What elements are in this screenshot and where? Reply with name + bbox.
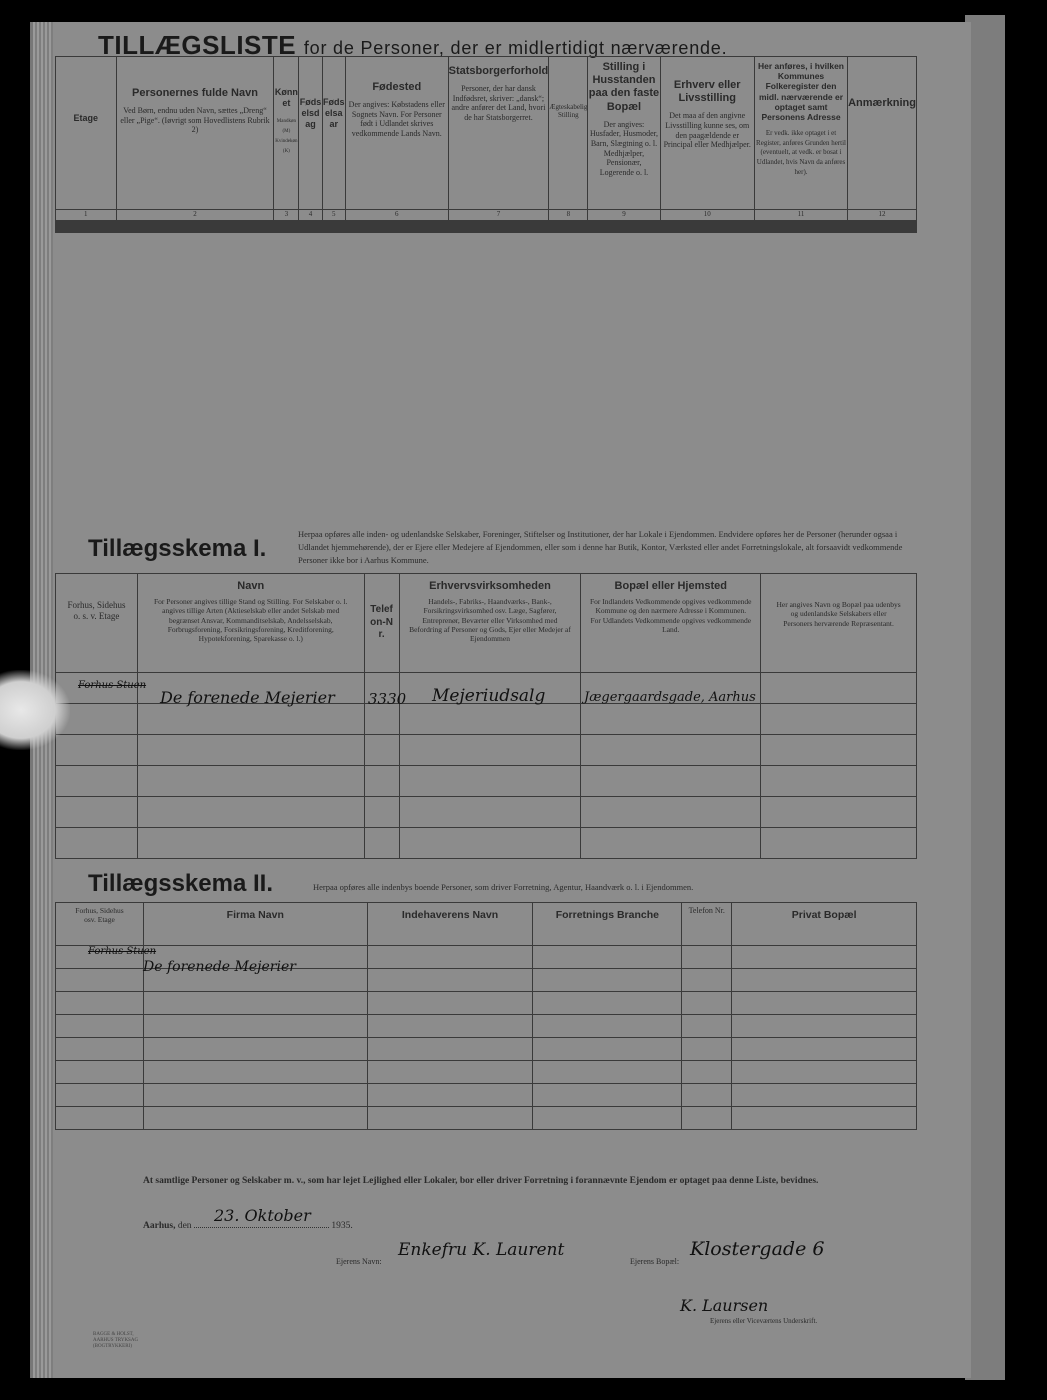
skema1-description: Herpaa opføres alle inden- og udenlandske Selskaber, Foreninger, Stiftelser og Institutioner, der har Lokale i Ejendommen. Endvidere opføres her de Personer (herunder ogsaa i Udlandet hjemmehørende), der er Ejere eller Medejere af Ejendommen, eller som i denne har Butik, Kontor, Værksted eller andet Forretningslokale, alt forsaavidt vedkommende Personer ikke bor i Aarhus Kommune. [298,529,903,565]
s2-etage-hand: Forhus Stuen [88,946,157,957]
table-cell [367,946,533,969]
table-cell [137,766,364,797]
col-foedselsaar: Fødselsaar [322,57,345,210]
table-cell [137,797,364,828]
attestation-statement: At samtlige Personer og Selskaber m. v., som har lejet Lejlighed eller Lokaler, bor eller driver Forretning i forannævnte Ejendom er optaget paa denne Liste, bevidnes. [143,1176,819,1186]
table-cell [732,969,917,992]
table-cell [56,1015,144,1038]
table-cell [581,735,761,766]
table-cell [367,1107,533,1130]
s1-bopael-hand: Jægergaardsgade, Aarhus [584,690,756,705]
skema2-header-row [56,903,917,946]
table-cell [137,735,364,766]
col-folkeregister: Her anføres, i hvilken Kommunes Folkeregister den midl. nærværende er optaget samt Personens Adresse Er vedk. ikke optaget i et Register, anføres Grunden hertil (eventuelt, at vedk. er bosat i Udlandet, hvis Navn da anføres her). [754,57,847,210]
table-cell [732,1107,917,1130]
table-cell [399,735,581,766]
date-line: Aarhus, den 1935. [143,1221,353,1231]
table-cell [364,797,399,828]
table-cell [533,992,682,1015]
skema2-row [56,992,917,1015]
column-number-row [56,210,917,221]
table-cell [364,766,399,797]
table-cell [56,1061,144,1084]
table-cell [682,969,732,992]
owner-label: Ejerens Navn: [336,1257,382,1266]
title-rest: for de Personer, der er midlertidigt nærværende. [303,38,728,58]
table-cell [533,1038,682,1061]
table-cell [56,232,117,233]
table-cell [533,1084,682,1107]
signature-label: Ejerens eller Viceværtens Underskrift. [710,1317,818,1325]
skema1-row [56,828,917,859]
col-num: 10 [660,210,754,221]
table-cell [364,735,399,766]
skema1-header-row [56,574,917,673]
s1-navn-hand: De forenede Mejerier [160,688,335,707]
table-cell [732,1038,917,1061]
table-cell [682,1038,732,1061]
list-body [56,221,917,233]
table-cell [682,946,732,969]
table-cell [143,1061,367,1084]
table-cell [367,969,533,992]
table-cell [399,766,581,797]
skema2-row [56,1061,917,1084]
table-cell [143,1015,367,1038]
table-cell [143,1107,367,1130]
table-cell [581,766,761,797]
table-cell [56,992,144,1015]
table-cell [682,992,732,1015]
table-cell [732,992,917,1015]
skema1-row [56,797,917,828]
printer-mark: BAGGE & HOLST, AARHUS TRYKSAG (BOGTRYKKERI) [93,1332,139,1349]
table-cell [732,1084,917,1107]
table-cell [367,1061,533,1084]
col-aegteskab: Ægteskabelig Stilling [549,57,588,210]
table-cell [682,1015,732,1038]
table-cell [367,1038,533,1061]
table-cell [274,232,299,233]
list-row [56,232,917,233]
col-koen: Kønnet Mandkøn (M) Kvindekøn (K) [274,57,299,210]
table-cell [682,1107,732,1130]
date-hand: 23. Oktober [214,1206,311,1225]
table-cell [761,797,917,828]
table-cell [56,797,138,828]
table-cell [533,1107,682,1130]
table-cell [56,766,138,797]
skema2-row [56,1084,917,1107]
table-cell [56,1038,144,1061]
s1-erhverv-hand: Mejeriudsalg [432,686,546,706]
table-cell [116,232,274,233]
table-cell [761,673,917,704]
tillaegsliste-table [55,56,917,233]
table-cell [364,828,399,859]
s1-telefon-hand: 3330 [368,690,407,708]
col-num: 8 [549,210,588,221]
table-cell [761,704,917,735]
skema1-title: Tillægsskema I. [88,535,267,562]
skema1-row [56,766,917,797]
table-cell [322,232,345,233]
skema2-description: Herpaa opføres alle indenbys boende Personer, som driver Forretning, Agentur, Haandværk o. l. i Ejendommen. [313,882,694,892]
col-etage: Etage [56,57,117,210]
col-foedselsdag: Fødselsdag [299,57,322,210]
s2-col-branche: Forretnings Branche [533,903,682,946]
s2-col-telefon: Telefon Nr. [682,903,732,946]
table-cell [399,828,581,859]
col-statsborger: Statsborgerforhold Personer, der har dansk Indfødsret, skriver: „dansk“; andre anfører det Land, hvori de har Statsborgerret. [448,57,549,210]
s1-col-bopael: Bopæl eller Hjemsted For Indlandets Vedkommende opgives vedkommende Kommune og den nærmere Adresse i Kommunen. For Udlandets Vedkommende opgives vedkommende Land. [581,574,761,673]
table-cell [581,797,761,828]
s2-col-firma: Firma Navn [143,903,367,946]
col-num: 3 [274,210,299,221]
col-navn: Personernes fulde Navn Ved Børn, endnu uden Navn, sættes „Dreng“ eller „Pige“. (Iøvrigt som Hovedlistens Rubrik 2) [116,57,274,210]
skema2-table [55,902,917,1130]
s2-col-indehaver: Indehaverens Navn [367,903,533,946]
table-cell [56,828,138,859]
skema2-row [56,1038,917,1061]
skema2-title: Tillægsskema II. [88,870,273,897]
s2-firma-hand: De forenede Mejerier [143,959,296,975]
table-cell [533,1015,682,1038]
col-num: 4 [299,210,322,221]
table-cell [143,1084,367,1107]
table-cell [364,704,399,735]
skema1-row [56,735,917,766]
table-cell [137,828,364,859]
table-cell [549,232,588,233]
signature-hand: K. Laursen [680,1296,769,1315]
skema2-row [56,1107,917,1130]
s1-col-navn: Navn For Personer angives tillige Stand og Stilling. For Selskaber o. l. angives tillige Arten (Aktieselskab eller andet Selskab med begrænset Ansvar, Kommanditselskab, Andelsselskab, Forbrugsforening, Forsikringsforening, Kreditforening, Hypotekforening, Sparekasse o. l.) [137,574,364,673]
skema2-row [56,1015,917,1038]
table-cell [761,735,917,766]
col-num: 11 [754,210,847,221]
s2-col-etage: Forhus, Sidehus osv. Etage [56,903,144,946]
title-main: TILLÆGSLISTE [98,30,297,60]
address-hand: Klostergade 6 [690,1238,825,1260]
skema1-table [55,573,917,859]
table-cell [143,992,367,1015]
s1-col-erhverv: Erhvervsvirksomheden Handels-, Fabriks-, Haandværks-, Bank-, Forsikringsvirksomhed osv. Læge, Sagfører, Entreprenør, Beværter eller Virksomhed med Befordring af Personer og Gods, Ejer eller Medejer af Ejendommen [399,574,581,673]
table-cell [682,1084,732,1107]
table-cell [682,1061,732,1084]
table-cell [143,1038,367,1061]
table-cell [367,1015,533,1038]
table-cell [581,704,761,735]
table-cell [56,969,144,992]
table-cell [588,232,660,233]
col-stilling: Stilling i Husstanden paa den faste Bopæl Der angives: Husfader, Husmoder, Barn, Slægtning o. l. Medhjælper, Pensionær, Logerende o. l. [588,57,660,210]
col-anmaerkning: Anmærkning [848,57,917,210]
table-cell [448,232,549,233]
table-cell [367,992,533,1015]
table-cell [533,1061,682,1084]
col-foedested: Fødested Der angives: Købstadens eller Sognets Navn. For Personer født i Udlandet skrives vedkommende Lands Navn. [345,57,448,210]
col-erhverv: Erhverv eller Livsstilling Det maa af den angivne Livsstilling kunne ses, om den paagældende er Principal eller Medhjælper. [660,57,754,210]
s2-col-bopael: Privat Bopæl [732,903,917,946]
col-num: 5 [322,210,345,221]
table-cell [761,766,917,797]
table-cell [299,232,322,233]
col-num: 9 [588,210,660,221]
address-label: Ejerens Bopæl: [630,1257,680,1266]
table-cell [581,828,761,859]
s1-etage-hand: Forhus Stuen [78,680,147,691]
table-cell [399,797,581,828]
table-cell [533,969,682,992]
table-cell [732,946,917,969]
col-num: 6 [345,210,448,221]
table-cell [137,704,364,735]
table-cell [732,1015,917,1038]
col-num: 12 [848,210,917,221]
table-cell [56,1107,144,1130]
table-cell [660,232,754,233]
table-cell [367,1084,533,1107]
owner-hand: Enkefru K. Laurent [398,1240,565,1260]
s1-col-telefon: Telefon-Nr. [364,574,399,673]
col-num: 2 [116,210,274,221]
table-cell [345,232,448,233]
s1-col-etage: Forhus, Sidehus o. s. v. Etage [56,574,138,673]
table-cell [761,828,917,859]
col-num: 7 [448,210,549,221]
col-num: 1 [56,210,117,221]
table-cell [399,704,581,735]
header-row [56,57,917,210]
table-cell [56,1084,144,1107]
table-cell [754,232,847,233]
adjacent-page-edge [965,15,1005,1380]
table-cell [533,946,682,969]
table-cell [848,232,917,233]
skema1-row [56,704,917,735]
table-cell [732,1061,917,1084]
s1-col-repraesentant: Her angives Navn og Bopæl paa udenbys og udenlandske Selskabers eller Personers herværende Repræsentant. [761,574,917,673]
finger-thumb [0,670,70,750]
